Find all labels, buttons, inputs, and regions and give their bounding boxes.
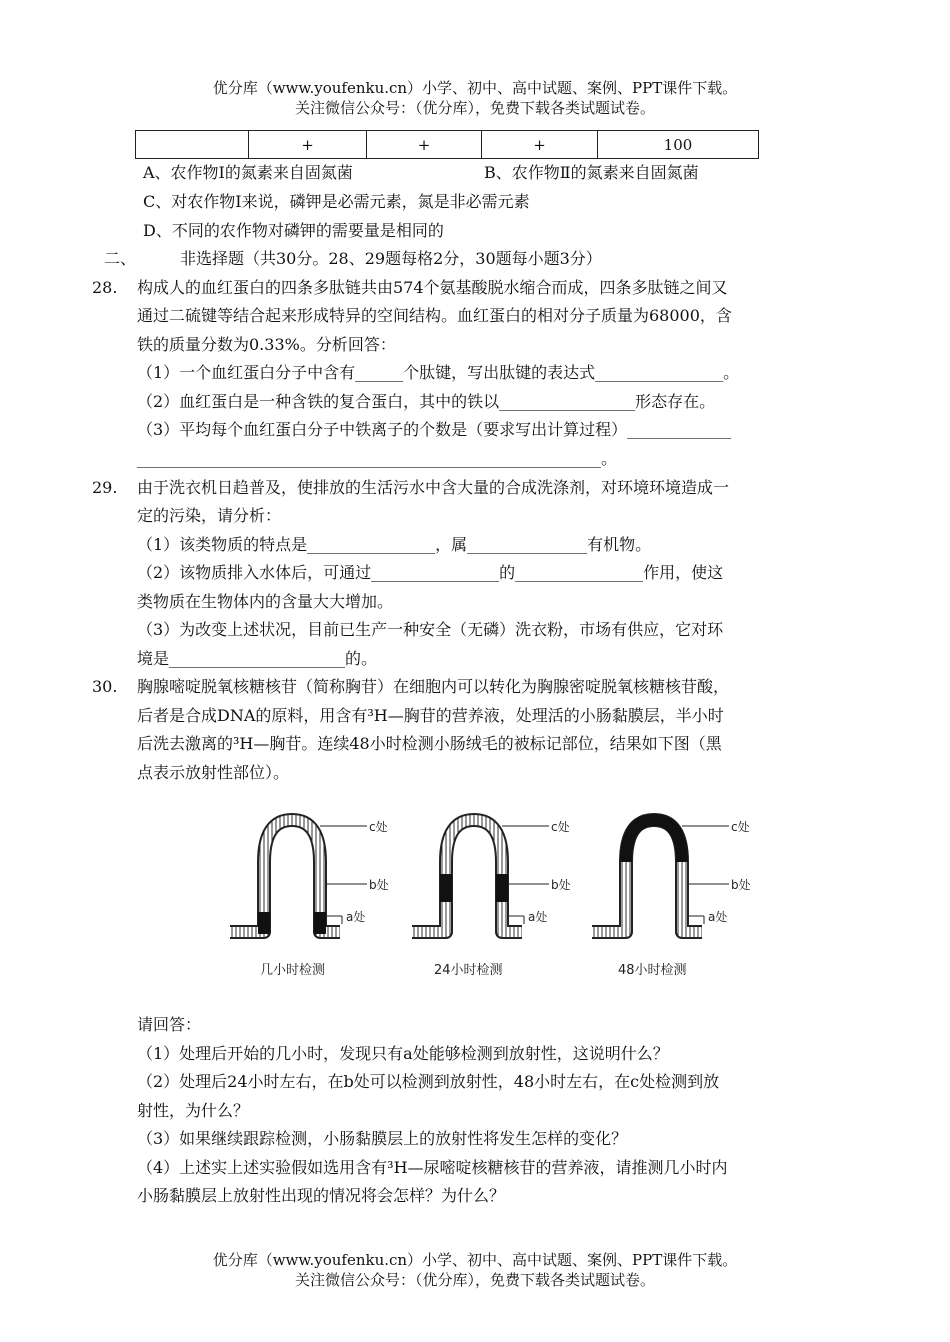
nutrient-table: [135, 130, 759, 159]
option-d: D、不同的农作物对磷钾的需要量是相同的: [143, 221, 444, 240]
label-a: a处: [528, 910, 548, 924]
radioactive-dots: [440, 874, 452, 902]
header-line-1: 优分库（www.youfenku.cn）小学、初中、高中试题、案例、PPT课件下载。: [212, 79, 738, 97]
q30-sub: （4）上述实上述实验假如选用含有³H—尿嘧啶核糖核苷的营养液，请推测几小时内: [137, 1158, 728, 1177]
table-cell: +: [367, 131, 482, 159]
q30-prompt: 请回答：: [137, 1015, 202, 1034]
question-number-28: 28.: [92, 278, 118, 297]
q30-line: 后洗去激离的³H—胸苷。连续48小时检测小肠绒毛的被标记部位，结果如下图（黑: [137, 734, 722, 753]
label-b: b处: [551, 878, 571, 892]
villus-panel-3: [592, 819, 751, 978]
q30-line: 点表示放射性部位）。: [137, 763, 290, 782]
panel-caption: 几小时检测: [260, 963, 326, 978]
q29-line: （1）该类物质的特点是________________，属_______________有机物。: [137, 535, 652, 554]
panel-caption: 24小时检测: [434, 963, 503, 978]
q30-sub: 小肠黏膜层上放射性出现的情况将会怎样？为什么？: [137, 1186, 506, 1205]
option-b: B、农作物Ⅱ的氮素来自固氮菌: [484, 163, 699, 182]
villus-panel-1: [230, 819, 389, 978]
radioactive-dots: [496, 874, 508, 902]
q29-line: （3）为改变上述状况，目前已生产一种安全（无磷）洗衣粉，市场有供应，它对环: [137, 620, 724, 639]
footer-line-1: 优分库（www.youfenku.cn）小学、初中、高中试题、案例、PPT课件下载。: [212, 1251, 738, 1269]
q28-line: 铁的质量分数为0.33%。分析回答：: [137, 335, 396, 354]
label-c: c处: [369, 820, 388, 834]
q29-line: 境是______________________的。: [137, 649, 378, 668]
table-cell: [136, 131, 249, 159]
q30-sub: （1）处理后开始的几小时，发现只有a处能够检测到放射性，这说明什么？: [137, 1044, 669, 1063]
option-c: C、对农作物Ⅰ来说，磷钾是必需元素，氮是非必需元素: [143, 192, 530, 211]
q30-line: 后者是合成DNA的原料，用含有³H—胸苷的营养液，处理活的小肠黏膜层，半小时: [137, 706, 724, 725]
q30-sub: 射性，为什么？: [137, 1101, 250, 1120]
q30-sub: （3）如果继续跟踪检测，小肠黏膜层上的放射性将发生怎样的变化？: [137, 1129, 628, 1148]
footer-line-2: 关注微信公众号：（优分库），免费下载各类试题试卷。: [294, 1271, 655, 1289]
q29-line: 定的污染，请分析：: [137, 506, 282, 525]
q29-line: （2）该物质排入水体后，可通过________________的________________作用，使这: [137, 563, 724, 582]
header-line-2: 关注微信公众号：（优分库），免费下载各类试题试卷。: [294, 99, 655, 117]
table-cell: +: [482, 131, 598, 159]
villus-panel-2: [412, 819, 571, 978]
q28-line: 构成人的血红蛋白的四条多肽链共由574个氨基酸脱水缩合而成，四条多肽链之间又: [137, 278, 728, 297]
option-a: A、农作物Ⅰ的氮素来自固氮菌: [143, 163, 353, 182]
q28-line: __________________________________________________________。: [137, 449, 618, 468]
radioactive-dots: [258, 912, 270, 934]
table-row: [136, 131, 759, 159]
section-number: 二、: [104, 249, 137, 268]
q28-line: （1）一个血红蛋白分子中含有______个肽键，写出肽键的表达式________________。: [137, 363, 740, 382]
table-cell: 100: [598, 131, 759, 159]
question-number-29: 29.: [92, 478, 118, 497]
q28-line: （2）血红蛋白是一种含铁的复合蛋白，其中的铁以_________________形态存在。: [137, 392, 716, 411]
label-c: c处: [551, 820, 570, 834]
q28-line: 通过二硫键等结合起来形成特异的空间结构。血红蛋白的相对分子质量为68000，含: [137, 306, 732, 325]
label-b: b处: [369, 878, 389, 892]
label-c: c处: [731, 820, 750, 834]
q30-sub: （2）处理后24小时左右，在b处可以检测到放射性，48小时左右，在c处检测到放: [137, 1072, 720, 1091]
section-title: 非选择题（共30分。28、29题每格2分，30题每小题3分）: [180, 249, 602, 268]
q29-line: 类物质在生物体内的含量大大增加。: [137, 592, 394, 611]
label-a: a处: [346, 910, 366, 924]
question-number-30: 30.: [92, 677, 118, 696]
q30-line: 胸腺嘧啶脱氧核糖核苷（简称胸苷）在细胞内可以转化为胸腺密啶脱氧核糖核苷酸，: [137, 677, 730, 696]
villus-figure: [222, 812, 752, 984]
label-a: a处: [708, 910, 728, 924]
q28-line: （3）平均每个血红蛋白分子中铁离子的个数是（要求写出计算过程）_____________: [137, 420, 732, 439]
label-b: b处: [731, 878, 751, 892]
q29-line: 由于洗衣机日趋普及，使排放的生活污水中含大量的合成洗涤剂，对环境环境造成一: [137, 478, 730, 497]
radioactive-dots: [314, 912, 326, 934]
table-cell: +: [249, 131, 367, 159]
panel-caption: 48小时检测: [618, 963, 687, 978]
